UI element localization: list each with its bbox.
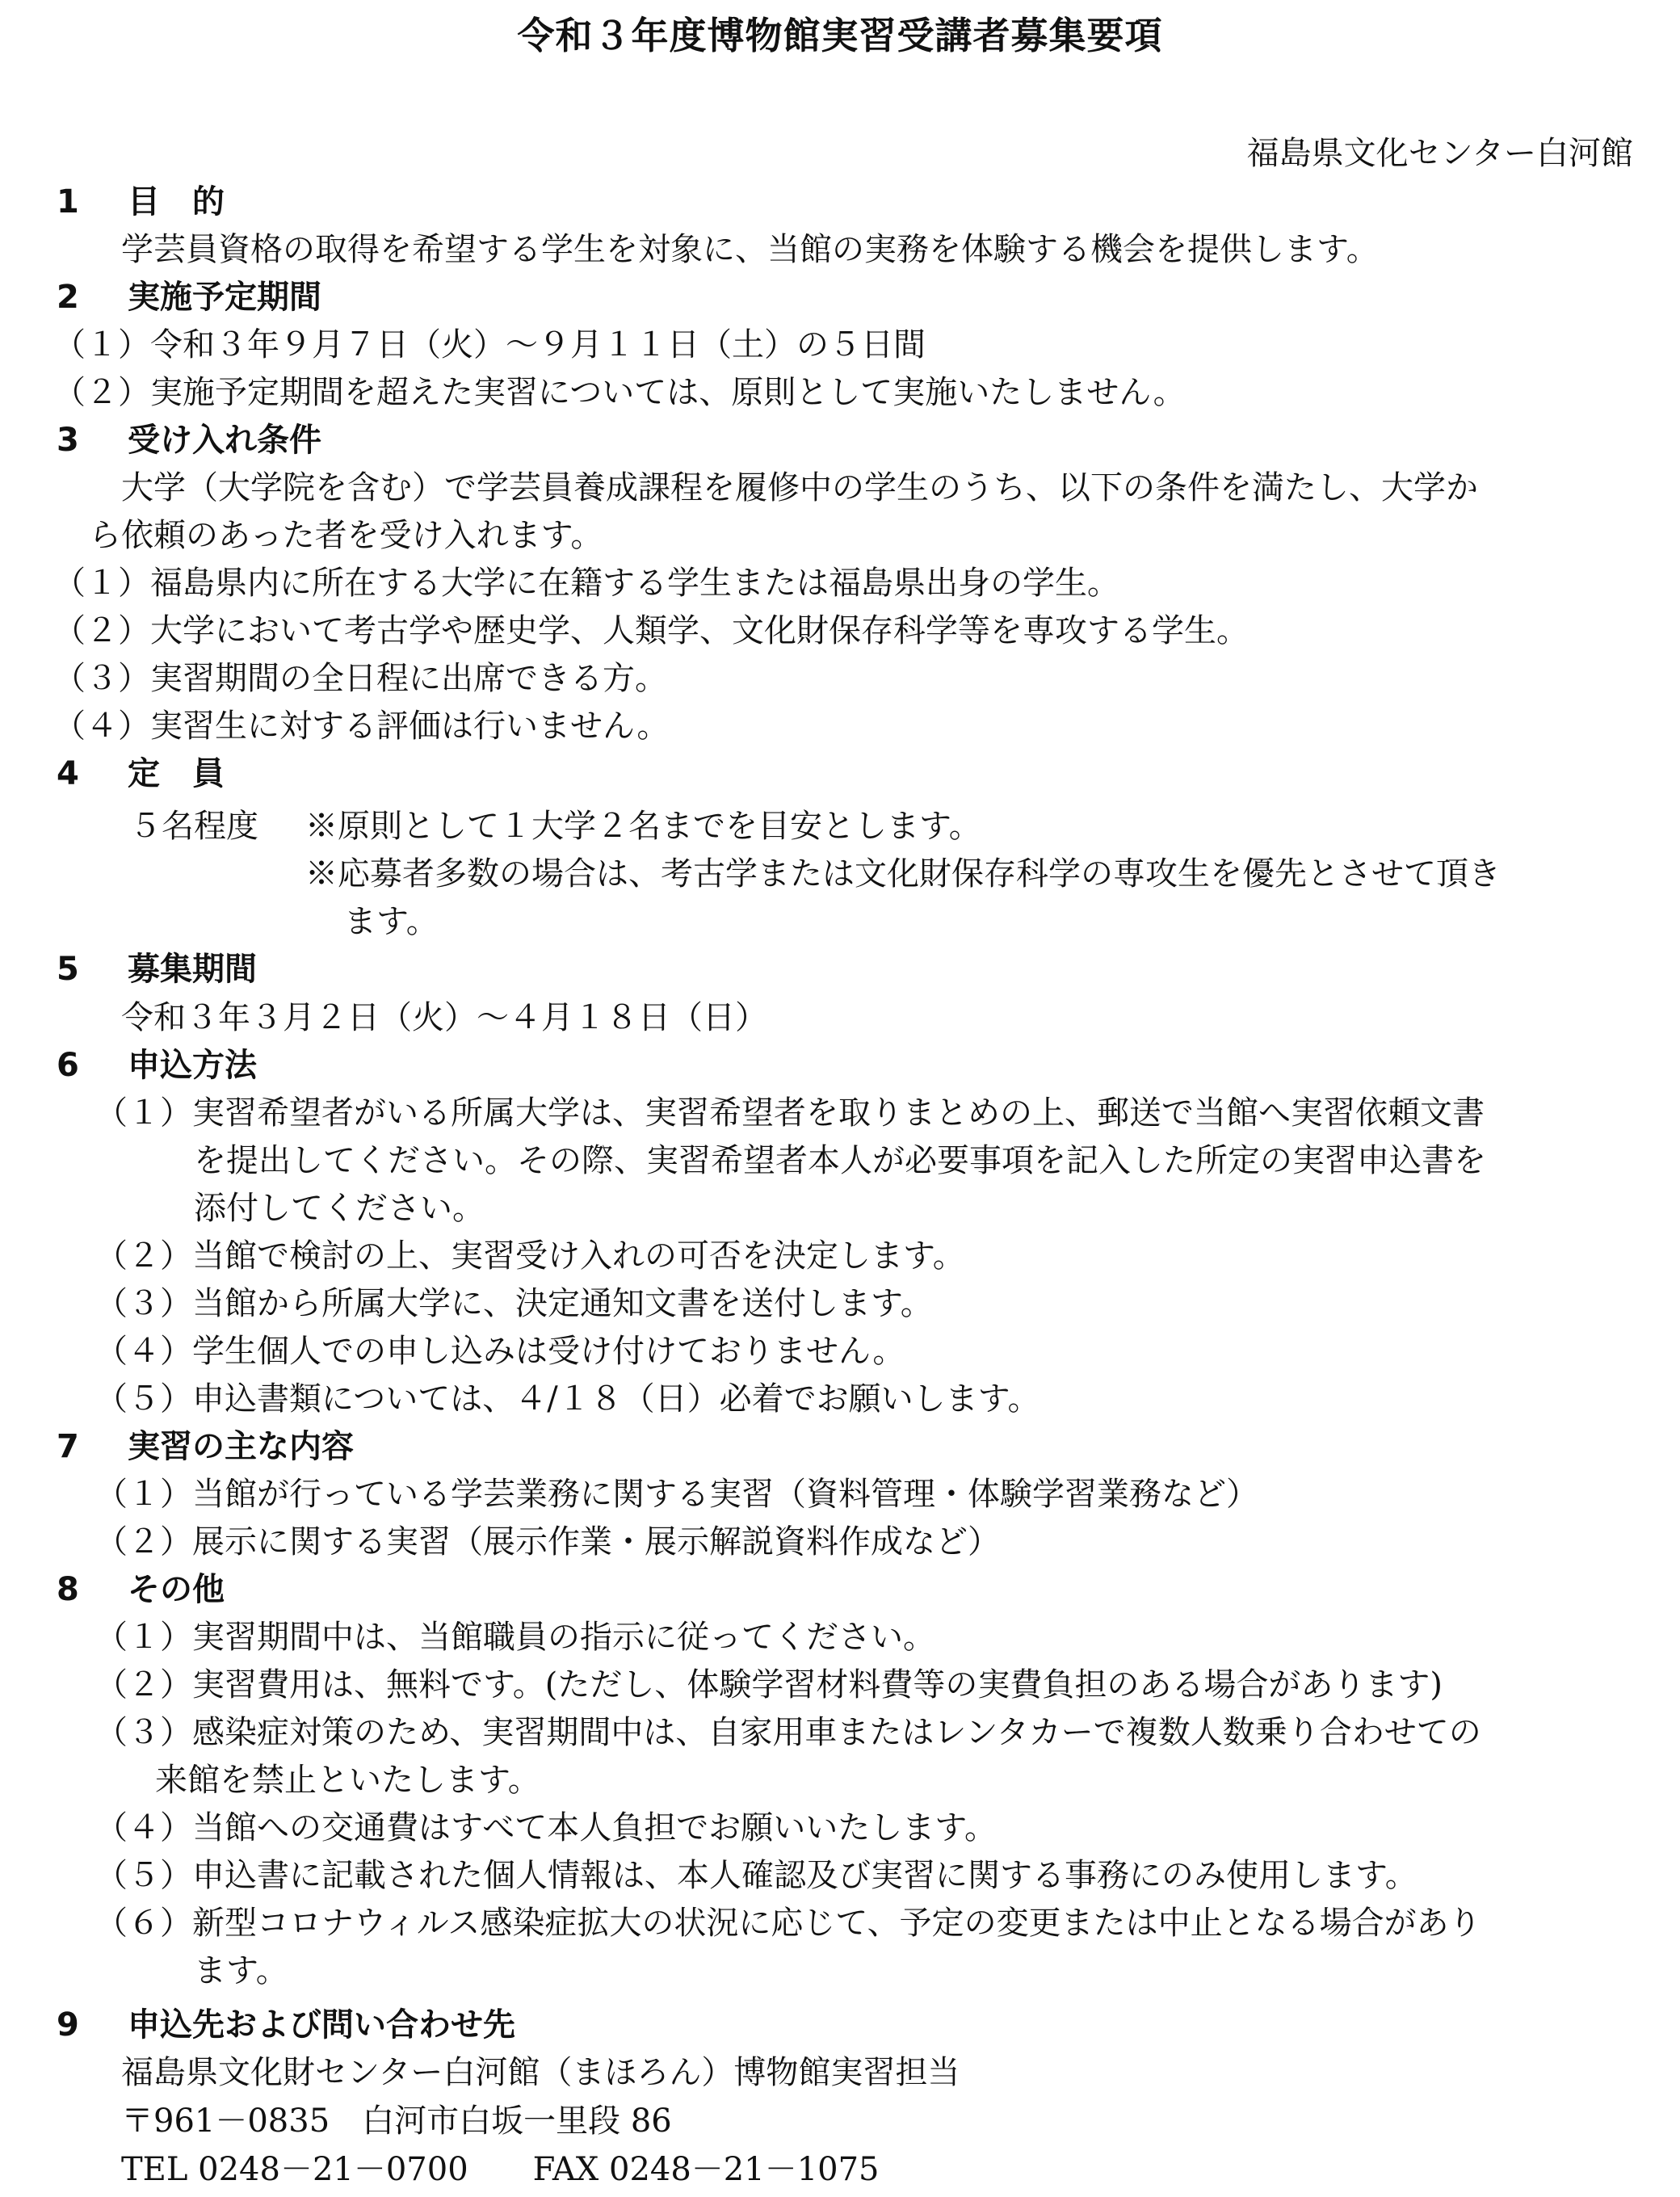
section-8-item: （４）当館への交通費はすべて本人負担でお願いいたします。 bbox=[95, 1809, 997, 1846]
section-8-item: （５）申込書に記載された個人情報は、本人確認及び実習に関する事務にのみ使用します。 bbox=[95, 1857, 1418, 1894]
capacity-note: ます。 bbox=[344, 903, 439, 940]
section-6-heading: 6 申込方法 bbox=[57, 1047, 257, 1084]
section-5-heading: 5 募集期間 bbox=[57, 951, 257, 988]
section-6-item: （２）当館で検討の上、実習受け入れの可否を決定します。 bbox=[95, 1237, 965, 1275]
section-3-item: （３）実習期間の全日程に出席できる方。 bbox=[53, 660, 667, 697]
section-8-item: 来館を禁止といたします。 bbox=[155, 1762, 540, 1799]
section-6-item: （１）実習希望者がいる所属大学は、実習希望者を取りまとめの上、郵送で当館へ実習依頼文書 bbox=[95, 1094, 1485, 1132]
section-2-item: （２）実施予定期間を超えた実習については、原則として実施いたしません。 bbox=[53, 374, 1186, 411]
contact-address: 〒961－0835 白河市白坂一里段 86 bbox=[121, 2102, 672, 2140]
section-6-item: （３）当館から所属大学に、決定通知文書を送付します。 bbox=[95, 1285, 933, 1322]
section-3-text: ら依頼のあった者を受け入れます。 bbox=[89, 517, 603, 554]
capacity-note: ※応募者多数の場合は、考古学または文化財保存科学の専攻生を優先とさせて頂き bbox=[305, 855, 1501, 893]
section-5-text: 令和３年３月２日（火）～４月１８日（日） bbox=[121, 999, 767, 1036]
section-3-heading: 3 受け入れ条件 bbox=[57, 422, 321, 459]
capacity-note: ※原則として１大学２名までを目安とします。 bbox=[305, 808, 981, 845]
section-8-item: （２）実習費用は、無料です。(ただし、体験学習材料費等の実費負担のある場合があります) bbox=[95, 1666, 1443, 1703]
section-7-item: （２）展示に関する実習（展示作業・展示解説資料作成など） bbox=[95, 1523, 1000, 1561]
section-2-item: （１）令和３年９月７日（火）～９月１１日（土）の５日間 bbox=[53, 326, 926, 363]
section-8-item: （３）感染症対策のため、実習期間中は、自家用車またはレンタカーで複数人数乗り合わせての bbox=[95, 1714, 1481, 1751]
section-8-heading: 8 その他 bbox=[57, 1571, 225, 1608]
section-3-item: （４）実習生に対する評価は行いません。 bbox=[53, 708, 670, 745]
section-9-heading: 9 申込先および問い合わせ先 bbox=[57, 2006, 515, 2044]
section-6-item: 添付してください。 bbox=[194, 1190, 485, 1227]
contact-name: 福島県文化財センター白河館（まほろん）博物館実習担当 bbox=[121, 2054, 960, 2091]
section-8-item: ます。 bbox=[194, 1952, 288, 1989]
section-6-item: （４）学生個人での申し込みは受け付けておりません。 bbox=[95, 1333, 905, 1370]
section-2-heading: 2 実施予定期間 bbox=[57, 279, 321, 316]
section-4-heading: 4 定 員 bbox=[57, 755, 225, 792]
section-7-item: （１）当館が行っている学芸業務に関する実習（資料管理・体験学習業務など） bbox=[95, 1476, 1258, 1513]
section-7-heading: 7 実習の主な内容 bbox=[57, 1428, 354, 1465]
section-8-item: （６）新型コロナウィルス感染症拡大の状況に応じて、予定の変更または中止となる場合があり bbox=[95, 1905, 1481, 1942]
document-title: 令和３年度博物館実習受講者募集要項 bbox=[517, 14, 1163, 57]
contact-phone-fax: TEL 0248－21－0700 FAX 0248－21－1075 bbox=[121, 2151, 880, 2188]
organization-name: 福島県文化センター白河館 bbox=[1246, 135, 1633, 172]
section-3-item: （２）大学において考古学や歴史学、人類学、文化財保存科学等を専攻する学生。 bbox=[53, 612, 1249, 649]
section-1-heading: 1 目 的 bbox=[57, 183, 225, 221]
section-6-item: を提出してください。その際、実習希望者本人が必要事項を記入した所定の実習申込書を bbox=[194, 1142, 1486, 1179]
section-6-item: （５）申込書類については、４/１８（日）必着でお願いします。 bbox=[95, 1380, 1040, 1418]
section-1-text: 学芸員資格の取得を希望する学生を対象に、当館の実務を体験する機会を提供します。 bbox=[121, 231, 1379, 268]
section-3-item: （１）福島県内に所在する大学に在籍する学生または福島県出身の学生。 bbox=[53, 565, 1119, 602]
section-8-item: （１）実習期間中は、当館職員の指示に従ってください。 bbox=[95, 1619, 935, 1656]
section-3-text: 大学（大学院を含む）で学芸員養成課程を履修中の学生のうち、以下の条件を満たし、大学か bbox=[121, 469, 1478, 506]
capacity-value: ５名程度 bbox=[129, 808, 258, 845]
